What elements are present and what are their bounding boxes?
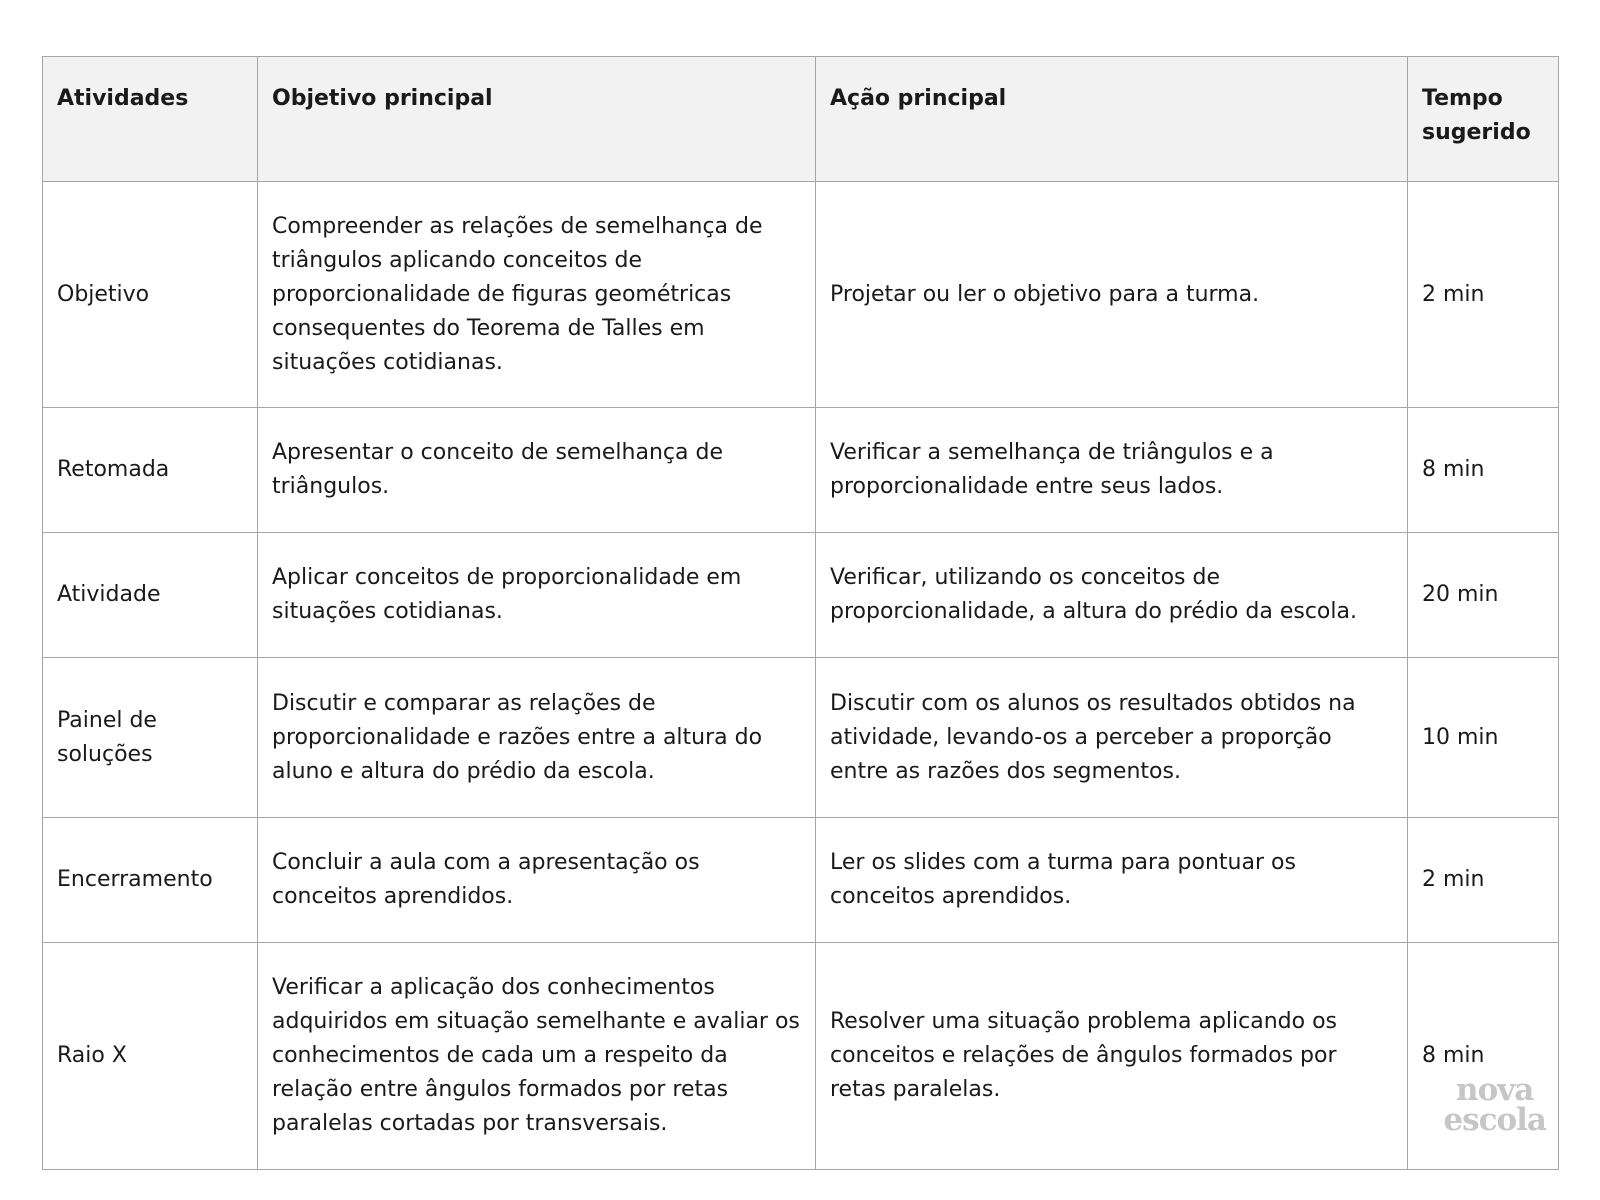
cell-objetivo: Verificar a aplicação dos conhecimentos adquiridos em situação semelhante e avaliar os conhecimentos de cada um a respeito da relação entre ângulos formados por retas paralelas cortadas por transversais. bbox=[258, 943, 816, 1170]
cell-objetivo: Compreender as relações de semelhança de triângulos aplicando conceitos de proporcionalidade de figuras geométricas consequentes do Teorema de Talles em situações cotidianas. bbox=[258, 182, 816, 408]
cell-objetivo: Aplicar conceitos de proporcionalidade em situações cotidianas. bbox=[258, 533, 816, 658]
cell-atividade: Atividade bbox=[43, 533, 258, 658]
table-row bbox=[43, 408, 1559, 533]
table-row bbox=[43, 533, 1559, 658]
cell-tempo: 20 min bbox=[1408, 533, 1559, 658]
cell-acao: Ler os slides com a turma para pontuar os conceitos aprendidos. bbox=[816, 818, 1408, 943]
cell-atividade: Raio X bbox=[43, 943, 258, 1170]
table-row bbox=[43, 818, 1559, 943]
header-atividades: Atividades bbox=[43, 57, 258, 182]
cell-tempo: 8 min bbox=[1408, 408, 1559, 533]
header-tempo-sugerido: Tempo sugerido bbox=[1408, 57, 1559, 182]
lesson-plan-table bbox=[42, 56, 1559, 1170]
cell-tempo: 10 min bbox=[1408, 658, 1559, 818]
cell-objetivo: Apresentar o conceito de semelhança de triângulos. bbox=[258, 408, 816, 533]
cell-tempo: 8 min bbox=[1422, 1043, 1485, 1068]
cell-acao: Projetar ou ler o objetivo para a turma. bbox=[816, 182, 1408, 408]
header-acao-principal: Ação principal bbox=[816, 57, 1408, 182]
cell-objetivo: Discutir e comparar as relações de proporcionalidade e razões entre a altura do aluno e altura do prédio da escola. bbox=[258, 658, 816, 818]
table-row bbox=[43, 943, 1559, 1170]
header-row bbox=[43, 57, 1559, 182]
cell-tempo: 2 min bbox=[1408, 182, 1559, 408]
cell-acao: Discutir com os alunos os resultados obtidos na atividade, levando-os a perceber a proporção entre as razões dos segmentos. bbox=[816, 658, 1408, 818]
cell-atividade: Painel de soluções bbox=[43, 658, 258, 818]
cell-atividade: Retomada bbox=[43, 408, 258, 533]
logo-line-escola: escola bbox=[1443, 1102, 1546, 1138]
cell-tempo-with-logo bbox=[1408, 943, 1559, 1170]
cell-atividade: Objetivo bbox=[43, 182, 258, 408]
table-body bbox=[43, 182, 1559, 1170]
cell-atividade: Encerramento bbox=[43, 818, 258, 943]
table-header bbox=[43, 57, 1559, 182]
cell-acao: Verificar, utilizando os conceitos de proporcionalidade, a altura do prédio da escola. bbox=[816, 533, 1408, 658]
nova-escola-logo bbox=[1443, 1072, 1546, 1138]
cell-tempo: 2 min bbox=[1408, 818, 1559, 943]
cell-acao: Resolver uma situação problema aplicando os conceitos e relações de ângulos formados por retas paralelas. bbox=[816, 943, 1408, 1170]
table-row bbox=[43, 182, 1559, 408]
logo-line-nova: nova bbox=[1456, 1072, 1534, 1108]
header-objetivo-principal: Objetivo principal bbox=[258, 57, 816, 182]
table-row bbox=[43, 658, 1559, 818]
cell-objetivo: Concluir a aula com a apresentação os conceitos aprendidos. bbox=[258, 818, 816, 943]
cell-acao: Verificar a semelhança de triângulos e a proporcionalidade entre seus lados. bbox=[816, 408, 1408, 533]
